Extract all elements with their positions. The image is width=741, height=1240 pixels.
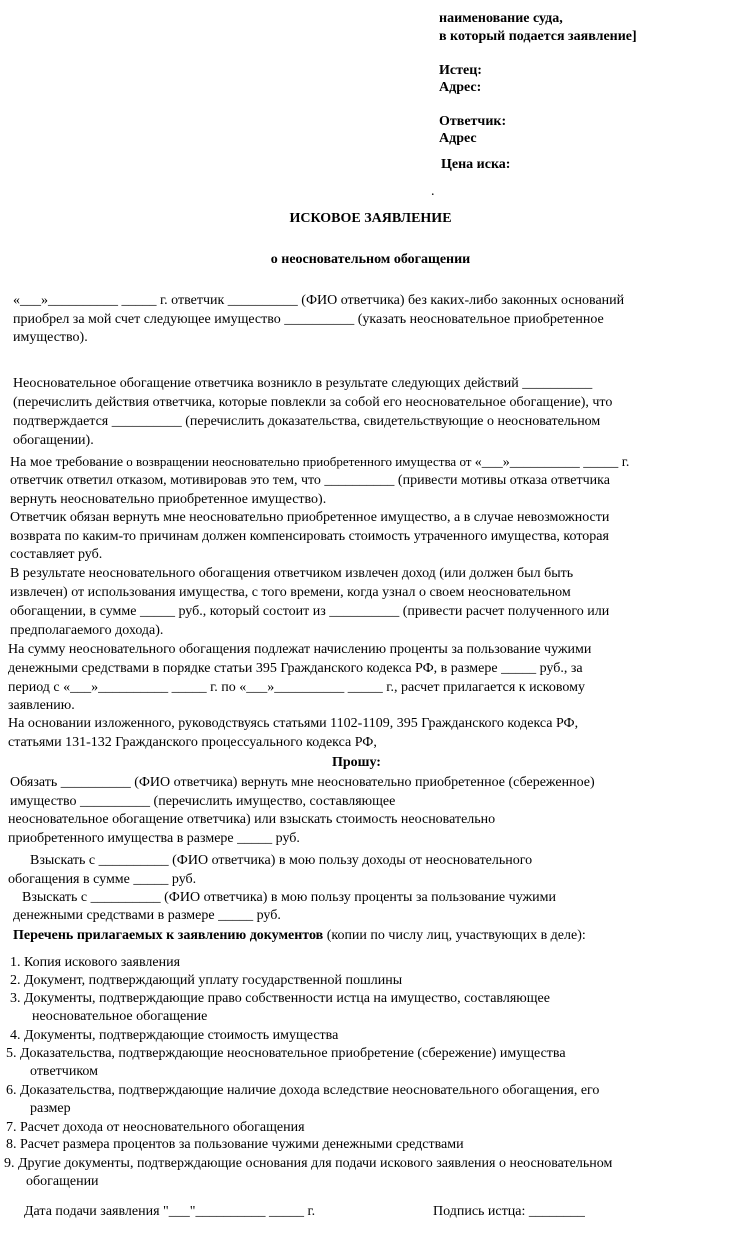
body-line: имущество). (13, 330, 88, 345)
body-line: подтверждается __________ (перечислить доказательства, свидетельствующие о неосновательном (13, 414, 601, 429)
request-line: неосновательное обогащение ответчика) или взыскать стоимость неосновательно (8, 812, 496, 827)
document-title: ИСКОВОЕ ЗАЯВЛЕНИЕ (289, 211, 452, 226)
body-line: возврата по каким-то причинам должен компенсировать стоимость утраченного имущества, которая (10, 529, 609, 544)
defendant-address-label: Адрес (439, 131, 477, 146)
claim-price-label: Цена иска: (441, 157, 511, 172)
filing-date-line: Дата подачи заявления "___"__________ _____ г. (24, 1204, 316, 1219)
request-line: Обязать __________ (ФИО ответчика) вернуть мне неосновательно приобретенное (сбереженное) (10, 775, 595, 790)
request-line: денежными средствами в размере _____ руб. (13, 908, 281, 923)
attachment-item: 7. Расчет дохода от неосновательного обогащения (6, 1120, 305, 1135)
attachment-item: ответчиком (30, 1064, 99, 1079)
attachment-item: 8. Расчет размера процентов за пользование чужими денежными средствами (6, 1137, 464, 1152)
plaintiff-address-label: Адрес: (439, 80, 482, 95)
body-line: ответчик ответил отказом, мотивировав это тем, что __________ (привести мотивы отказа ответчика (10, 473, 610, 488)
body-line: На основании изложенного, руководствуясь статьями 1102-1109, 395 Гражданского кодекса РФ, (8, 716, 579, 731)
body-line: статьями 131-132 Гражданского процессуального кодекса РФ, (8, 735, 377, 750)
body-line: предполагаемого дохода). (10, 623, 164, 638)
attachment-item: 3. Документы, подтверждающие право собственности истца на имущество, составляющее (10, 991, 550, 1006)
defendant-label: Ответчик: (439, 114, 507, 129)
attachment-item: неосновательное обогащение (32, 1009, 208, 1024)
body-line: период с «___»__________ _____ г. по «___»__________ _____ г., расчет прилагается к исковому (8, 680, 585, 695)
body-line: Неосновательное обогащение ответчика возникло в результате следующих действий __________ (13, 376, 593, 391)
attachment-item: 4. Документы, подтверждающие стоимость имущества (10, 1028, 339, 1043)
body-line: «___»__________ _____ г. ответчик __________ (ФИО ответчика) без каких-либо законных оснований (13, 293, 625, 308)
attachment-item: 9. Другие документы, подтверждающие основания для подачи искового заявления о неосновательном (4, 1156, 613, 1171)
request-line: Взыскать с __________ (ФИО ответчика) в мою пользу проценты за пользование чужими (22, 890, 557, 905)
body-line: заявлению. (8, 698, 75, 713)
attachment-item: 2. Документ, подтверждающий уплату государственной пошлины (10, 973, 403, 988)
attachment-item: 6. Доказательства, подтверждающие наличие дохода вследствие неосновательного обогащения, его (6, 1083, 600, 1098)
attachment-item: 5. Доказательства, подтверждающие неосновательное приобретение (сбережение) имущества (6, 1046, 566, 1061)
plaintiff-signature-line: Подпись истца: ________ (433, 1204, 585, 1219)
body-line: вернуть неосновательно приобретенное имущество). (10, 492, 327, 507)
body-line: обогащении, в сумме _____ руб., который состоит из __________ (привести расчет полученного или (10, 604, 610, 619)
body-line: На мое требование о возвращении неосновательно приобретенного имущества от «___»__________ _____ г. (10, 454, 630, 470)
court-name: наименование суда, (439, 11, 563, 26)
court-name-note: в который подается заявление] (439, 29, 637, 44)
body-line: На сумму неосновательного обогащения подлежат начислению проценты за пользование чужими (8, 642, 592, 657)
request-line: имущество __________ (перечислить имущество, составляющее (10, 794, 396, 809)
attachments-heading: Перечень прилагаемых к заявлению документов (копии по числу лиц, участвующих в деле): (13, 928, 586, 943)
request-line: Взыскать с __________ (ФИО ответчика) в мою пользу доходы от неосновательного (30, 853, 533, 868)
request-line: приобретенного имущества в размере _____ руб. (8, 831, 300, 846)
body-line: Ответчик обязан вернуть мне неосновательно приобретенное имущество, а в случае невозможности (10, 510, 610, 525)
body-line: извлечен) от использования имущества, с того времени, когда узнал о своем неосновательном (10, 585, 571, 600)
body-line: обогащении). (13, 433, 94, 448)
stray-dot: . (431, 184, 435, 199)
body-line: денежными средствами в порядке статьи 395 Гражданского кодекса РФ, в размере _____ руб., за (8, 661, 583, 676)
body-line: приобрел за мой счет следующее имущество __________ (указать неосновательное приобретенное (13, 312, 604, 327)
attachment-item: обогащении (26, 1174, 99, 1189)
document-subtitle: о неосновательном обогащении (270, 252, 471, 267)
attachment-item: размер (30, 1101, 71, 1116)
body-line: (перечислить действия ответчика, которые повлекли за собой его неосновательное обогащение), что (13, 395, 613, 410)
attachment-item: 1. Копия искового заявления (10, 955, 181, 970)
body-line: составляет руб. (10, 547, 103, 562)
request-line: обогащения в сумме _____ руб. (8, 872, 197, 887)
request-heading: Прошу: (332, 755, 381, 770)
plaintiff-label: Истец: (439, 63, 482, 78)
body-line: В результате неосновательного обогащения ответчиком извлечен доход (или должен был быть (10, 566, 574, 581)
